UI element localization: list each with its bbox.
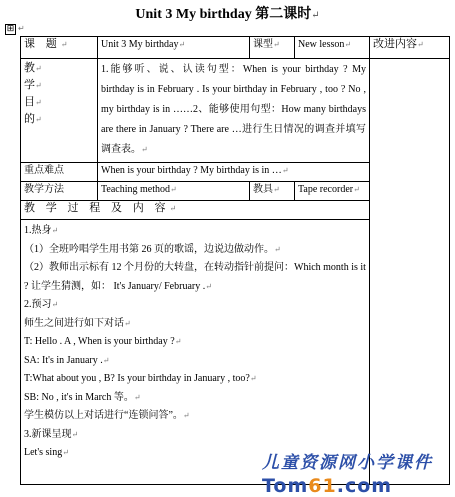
topic-label: 课 题↵ [21, 37, 98, 59]
table-move-handle-icon[interactable]: ⊞ [6, 24, 15, 34]
method-value: Teaching method↵ [98, 182, 250, 201]
content-line: 2.预习↵ [24, 299, 59, 310]
key-points-value: When is your birthday ? My birthday is in …↵ [98, 163, 370, 182]
watermark-text: 儿童资源网小学课件 [262, 453, 433, 473]
content-line: 师生之间进行如下对话↵ [24, 317, 131, 329]
method-label: 教学方法 [21, 182, 98, 201]
type-value: New lesson↵ [295, 37, 370, 59]
lesson-plan-table [20, 36, 450, 485]
topic-value: Unit 3 My birthday↵ [98, 37, 250, 59]
content-line: T:What about you , B? Is your birthday in January , too?↵ [24, 373, 257, 384]
key-points-label: 重点难点 [21, 163, 98, 182]
content-line: 学生模仿以上对话进行“连锁问答”。↵ [24, 410, 190, 421]
content-line: SB: No , it's in March 等。↵ [24, 391, 141, 403]
process-label: 教 学 过 程 及 内 容↵ [21, 201, 370, 220]
content-line: Let's sing↵ [24, 447, 69, 458]
aids-value: Tape recorder↵ [295, 182, 370, 201]
aids-label: 教具↵ [250, 182, 295, 201]
content-line: T: Hello . A , When is your birthday ?↵ [24, 336, 182, 347]
content-line: （2）教师出示标有 12 个月份的大转盘，在转动指针前提问：Which month is it ? 让学生猜测，如： It's January/ February .↵ [24, 262, 366, 292]
watermark-site: Tom61.com [262, 475, 393, 497]
content-line: （1）全班吟唱学生用书第 26 页的歌谣，边说边做动作。↵ [24, 243, 281, 255]
content-line: 1.热身↵ [24, 225, 59, 236]
content-line: SA: It's in January .↵ [24, 354, 110, 366]
improve-content [370, 59, 450, 485]
content-line: 3.新课呈现↵ [24, 428, 79, 440]
document-title: Unit 3 My birthday 第二课时↵ [135, 7, 320, 22]
lesson-content [21, 220, 370, 485]
paragraph-mark: ↵ [18, 24, 25, 33]
type-label: 课型↵ [250, 37, 295, 59]
objectives-text: 1.能够听、说、认读句型：When is your birthday ? My birthday is in February . Is your birthday in February , too ? No , my birthday is in ……2、能够使用句型：How many birthdays are there in January ? There are …进行生日情况的调查并填写调查表。↵ [98, 59, 370, 163]
objectives-label: 教↵ 学↵ 目↵ 的↵ [21, 59, 98, 163]
improve-label: 改进内容↵ [370, 37, 450, 59]
site-watermark-logo [262, 448, 452, 497]
